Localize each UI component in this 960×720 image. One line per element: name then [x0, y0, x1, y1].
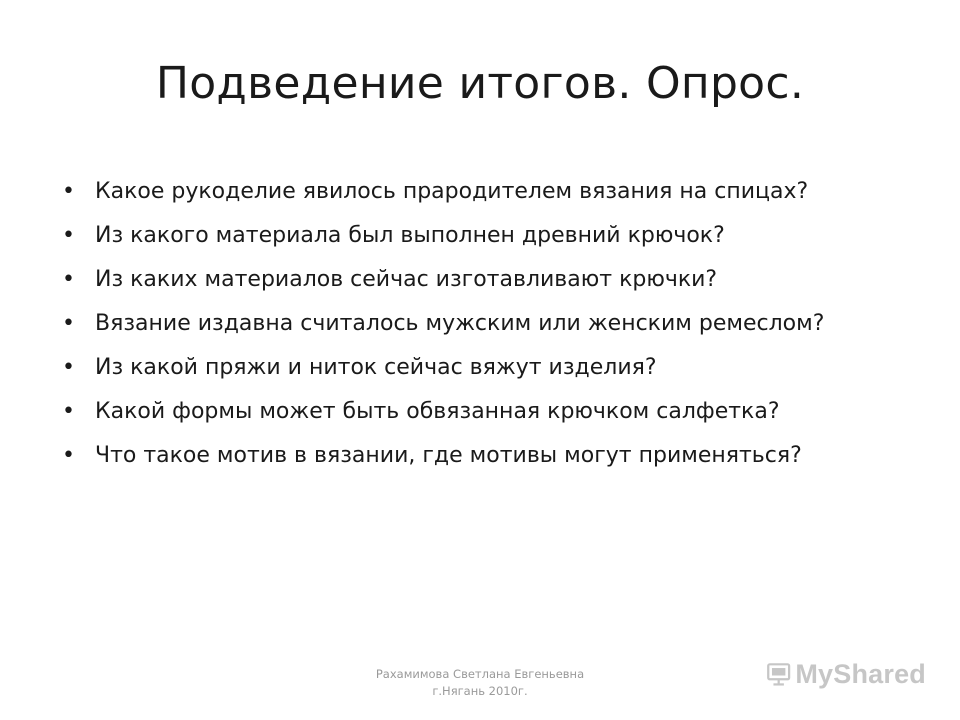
bullet-text: Из каких материалов сейчас изготавливают крючки? — [95, 267, 718, 292]
watermark-text: MyShared — [795, 658, 926, 689]
bullet-item — [62, 220, 902, 252]
watermark-logo — [766, 656, 926, 692]
slide-title: Подведение итогов. Опрос. — [155, 58, 805, 109]
bullet-item — [62, 176, 902, 208]
bullet-item — [62, 352, 902, 384]
footer-author: Рахамимова Светлана Евгеньевна — [375, 667, 585, 681]
bullet-marker: • — [62, 311, 75, 336]
bullet-marker: • — [62, 267, 75, 292]
bullet-text: Из какой пряжи и ниток сейчас вяжут изделия? — [95, 355, 657, 380]
slide-footer — [300, 666, 660, 700]
bullet-item — [62, 264, 902, 296]
bullet-marker: • — [62, 223, 75, 248]
bullet-text: Из какого материала был выполнен древний крючок? — [95, 223, 725, 248]
bullet-text: Вязание издавна считалось мужским или женским ремеслом? — [95, 311, 825, 336]
bullet-item — [62, 440, 902, 472]
bullet-marker: • — [62, 179, 75, 204]
bullet-marker: • — [62, 355, 75, 380]
bullet-item — [62, 396, 902, 428]
presentation-board-icon — [766, 658, 791, 690]
bullet-text: Какое рукоделие явилось прародителем вязания на спицах? — [95, 179, 809, 204]
bullet-item — [62, 308, 902, 340]
bullet-marker: • — [62, 399, 75, 424]
bullet-text: Какой формы может быть обвязанная крючком салфетка? — [95, 399, 780, 424]
bullet-list — [62, 176, 902, 484]
footer-place-year: г.Нягань 2010г. — [432, 684, 528, 698]
bullet-text: Что такое мотив в вязании, где мотивы могут применяться? — [95, 443, 802, 468]
bullet-marker: • — [62, 443, 75, 468]
